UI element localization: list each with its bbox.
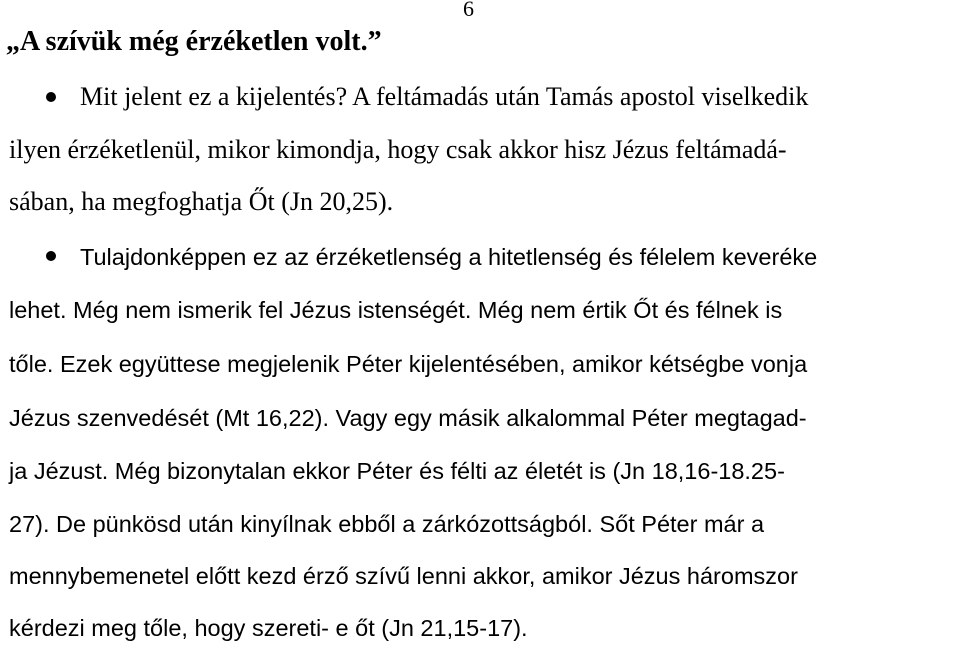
text-line-2: ilyen érzéketlenül, mikor kimondja, hogy csak akkor hisz Jézus feltámadá- — [9, 135, 787, 164]
page-heading: „A szívük még érzéketlen volt.” — [6, 26, 382, 57]
text-line-10: mennybemenetel előtt kezd érző szívű lenni akkor, amikor Jézus háromszor — [9, 563, 798, 589]
text-line-5: lehet. Még nem ismerik fel Jézus istenségét. Még nem értik Őt és félnek is — [9, 297, 783, 323]
bullet-icon — [46, 251, 56, 261]
bullet-icon — [46, 92, 56, 102]
text-line-6: tőle. Ezek együttese megjelenik Péter kijelentésében, amikor kétségbe vonja — [9, 351, 808, 377]
text-line-7: Jézus szenvedését (Mt 16,22). Vagy egy másik alkalommal Péter megtagad- — [9, 405, 807, 431]
text-line-9: 27). De pünkösd után kinyílnak ebből a zárkózottságból. Sőt Péter már a — [9, 511, 765, 537]
text-line-4: Tulajdonképpen ez az érzéketlenség a hitetlenség és félelem keveréke — [80, 244, 818, 270]
text-line-3: sában, ha megfoghatja Őt (Jn 20,25). — [9, 187, 394, 216]
page-number: 6 — [463, 0, 474, 21]
text-line-1: Mit jelent ez a kijelentés? A feltámadás után Tamás apostol viselkedik — [80, 82, 809, 111]
text-line-11: kérdezi meg tőle, hogy szereti- e őt (Jn 21,15-17). — [9, 615, 528, 641]
text-line-8: ja Jézust. Még bizonytalan ekkor Péter és félti az életét is (Jn 18,16-18.25- — [9, 458, 785, 484]
